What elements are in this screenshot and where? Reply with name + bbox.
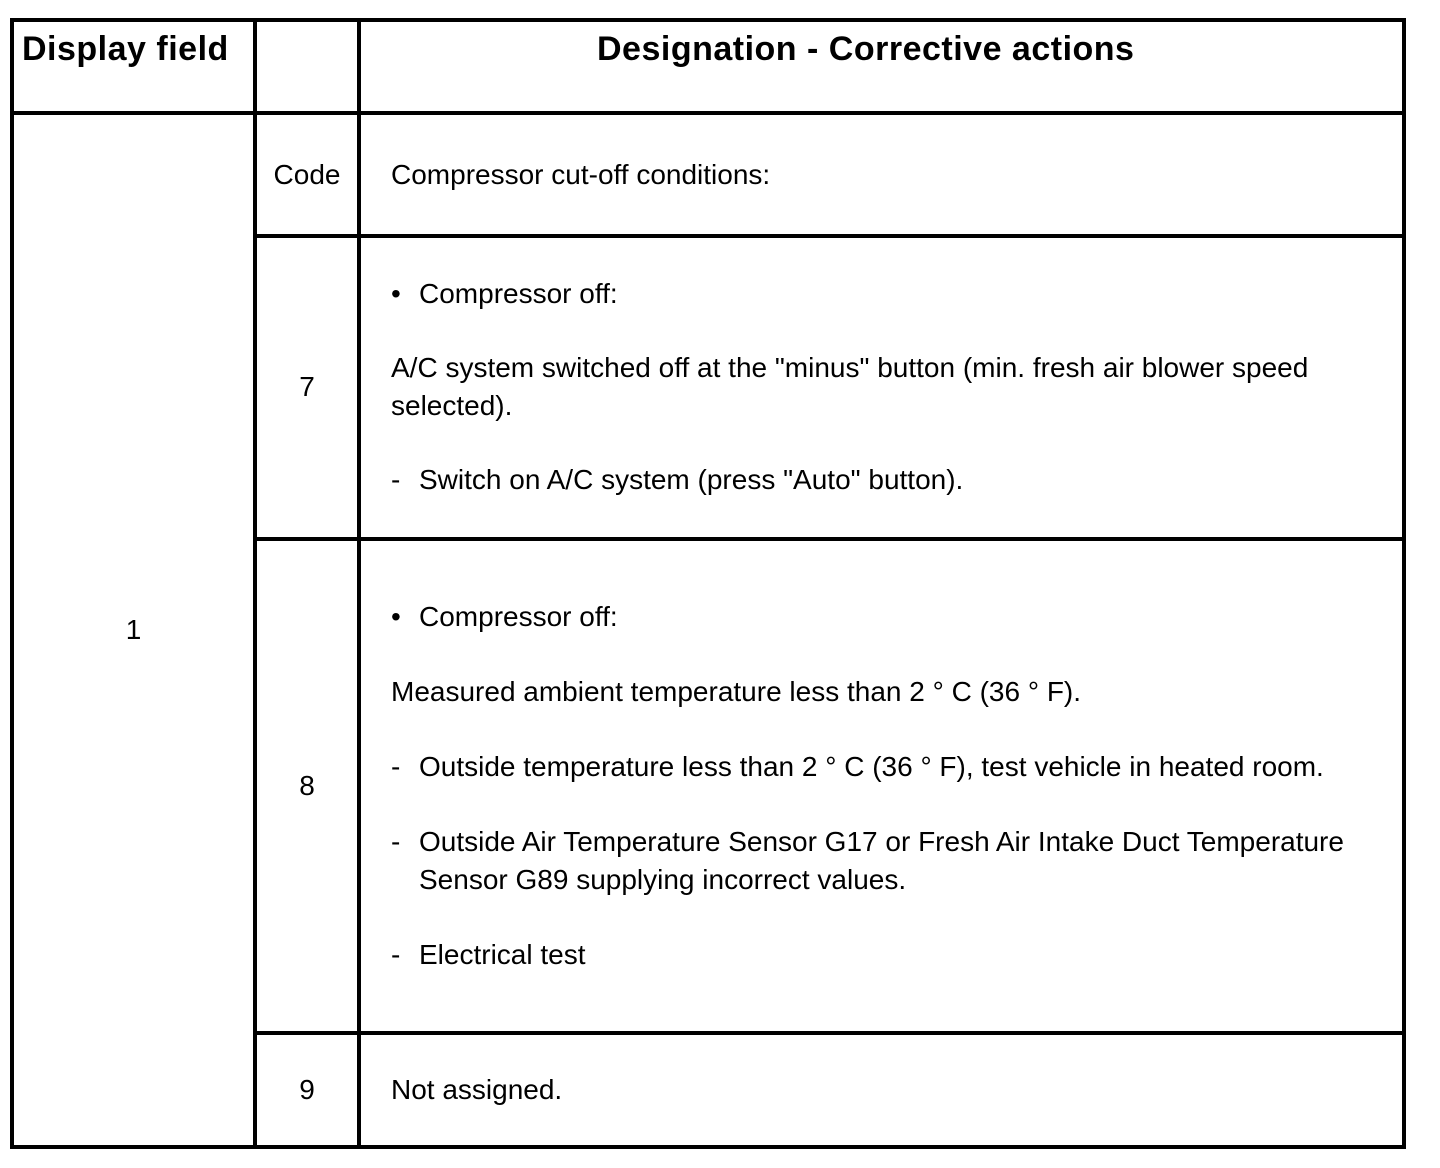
corrective-actions-table <box>10 18 1406 1149</box>
action-item <box>391 748 1382 786</box>
description-cell <box>359 1033 1404 1147</box>
code-value: 9 <box>255 1033 359 1147</box>
header-code <box>255 20 359 113</box>
description-cell <box>359 539 1404 1033</box>
description-text: Measured ambient temperature less than 2 ° C (36 ° F). <box>391 675 1082 707</box>
code-value: 8 <box>255 539 359 1033</box>
header-row <box>12 20 1404 113</box>
code-value: 7 <box>255 236 359 539</box>
bullet-text: Compressor off: <box>419 600 618 632</box>
description-text: A/C system switched off at the "minus" button (min. fresh air blower speed selected). <box>391 352 1309 422</box>
description-cell <box>359 113 1404 235</box>
bullet-line <box>391 275 1382 313</box>
code-label: Code <box>255 113 359 235</box>
action-text: Switch on A/C system (press "Auto" button). <box>419 464 964 496</box>
action-text: Outside Air Temperature Sensor G17 or Fresh Air Intake Duct Temperature Sensor G89 supplying incorrect values. <box>419 825 1344 895</box>
not-assigned-text: Not assigned. <box>391 1073 563 1105</box>
action-text: Electrical test <box>419 938 586 970</box>
dash-mark: - <box>391 825 401 857</box>
table-row <box>12 113 1404 235</box>
display-field-value: 1 <box>12 113 255 1147</box>
dash-mark: - <box>391 464 401 496</box>
bullet-line <box>391 598 1382 636</box>
action-item <box>391 823 1382 899</box>
action-item <box>391 461 1382 499</box>
dash-mark: - <box>391 750 401 782</box>
action-item <box>391 936 1382 974</box>
action-text: Outside temperature less than 2 ° C (36 ° F), test vehicle in heated room. <box>419 750 1324 782</box>
cutoff-conditions-text: Compressor cut-off conditions: <box>391 158 771 190</box>
dash-mark: - <box>391 938 401 970</box>
bullet-mark: • <box>391 600 401 632</box>
header-display-field: Display field <box>12 20 255 113</box>
bullet-text: Compressor off: <box>419 278 618 310</box>
bullet-mark: • <box>391 278 401 310</box>
header-designation: Designation - Corrective actions <box>359 20 1404 113</box>
description-cell <box>359 236 1404 539</box>
